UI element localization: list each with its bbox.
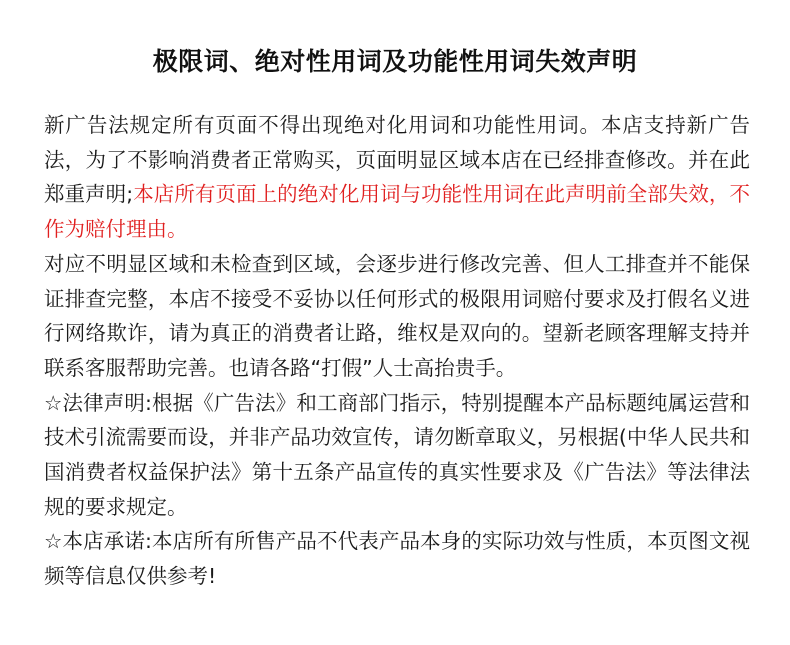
- statement-body: [44, 108, 750, 594]
- paragraph-legal-statement: ☆法律声明:根据《广告法》和工商部门指示，特别提醒本产品标题纯属运营和技术引流需要而设，并非产品功效宣传，请勿断章取义，另根据(中华人民共和国消费者权益保护法》第十五条产品宣传的真实性要求及《广告法》等法律法规的要求规定。: [44, 390, 750, 519]
- paragraph-new-ad-law: [44, 108, 750, 247]
- highlight-statement: 本店所有页面上的绝对化用词与功能性用词在此声明前全部失效，不作为赔付理由。: [44, 182, 750, 242]
- paragraph-text: 新广告法规定所有页面不得出现绝对化用词和功能性用词。本店支持新广告法，为了不影响消费者正常购买，页面明显区域本店在已经排查修改。并在此郑重声明;: [44, 113, 750, 207]
- paragraph-store-promise: ☆本店承诺:本店所有所售产品不代表产品本身的实际功效与性质，本页图文视频等信息仅供参考!: [44, 529, 750, 589]
- paragraph-unchecked-areas: 对应不明显区域和未检查到区域，会逐步进行修改完善、但人工排查并不能保证排查完整，本店不接受不妥协以任何形式的极限用词赔付要求及打假名义进行网络欺诈，请为真正的消费者让路，维权是双向的。望新老顾客理解支持并联系客服帮助完善。也请各路“打假”人士高抬贵手。: [44, 251, 750, 380]
- page-title: 极限词、绝对性用词及功能性用词失效声明: [152, 47, 638, 76]
